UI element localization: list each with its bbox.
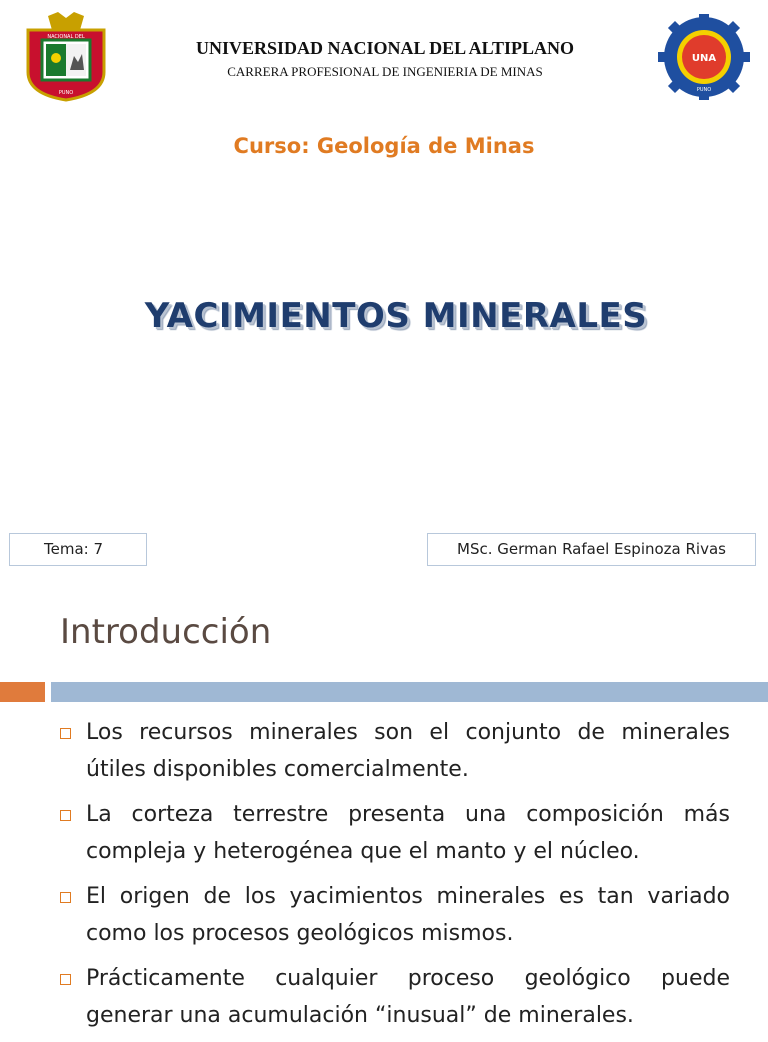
career-name: CARRERA PROFESIONAL DE INGENIERIA DE MINAS — [227, 64, 543, 79]
course-name: Curso: Geología de Minas — [233, 134, 535, 158]
square-bullet-icon — [60, 728, 71, 739]
svg-text:PUNO: PUNO — [58, 90, 74, 96]
bullet-item — [60, 714, 730, 788]
bullet-list — [60, 714, 730, 1042]
svg-text:NACIONAL DEL: NACIONAL DEL — [47, 34, 85, 40]
accent-band-orange — [0, 682, 45, 702]
bullet-item — [60, 878, 730, 952]
intro-heading: Introducción — [60, 612, 272, 652]
topic-box: Tema: 7 — [9, 533, 147, 566]
presentation-title: YACIMIENTOS MINERALES — [144, 296, 648, 336]
bullet-text: El origen de los yacimientos minerales es tan variado como los procesos geológicos mismos. — [86, 884, 730, 946]
svg-text:PUNO: PUNO — [696, 87, 712, 93]
square-bullet-icon — [60, 974, 71, 985]
svg-text:UNA: UNA — [691, 53, 717, 64]
bullet-text: Prácticamente cualquier proceso geológico puede generar una acumulación “inusual” de minerales. — [86, 966, 730, 1028]
faculty-gear-logo — [656, 14, 752, 100]
bullet-item — [60, 960, 730, 1034]
university-name: UNIVERSIDAD NACIONAL DEL ALTIPLANO — [196, 38, 574, 58]
bullet-item — [60, 796, 730, 870]
accent-band-blue — [51, 682, 768, 702]
square-bullet-icon — [60, 810, 71, 821]
bullet-text: Los recursos minerales son el conjunto de minerales útiles disponibles comercialmente. — [86, 720, 730, 782]
author-box: MSc. German Rafael Espinoza Rivas — [427, 533, 756, 566]
university-crest-logo — [18, 10, 114, 102]
intro-slide — [0, 590, 768, 1028]
square-bullet-icon — [60, 892, 71, 903]
bullet-text: La corteza terrestre presenta una composición más compleja y heterogénea que el manto y el núcleo. — [86, 802, 730, 864]
